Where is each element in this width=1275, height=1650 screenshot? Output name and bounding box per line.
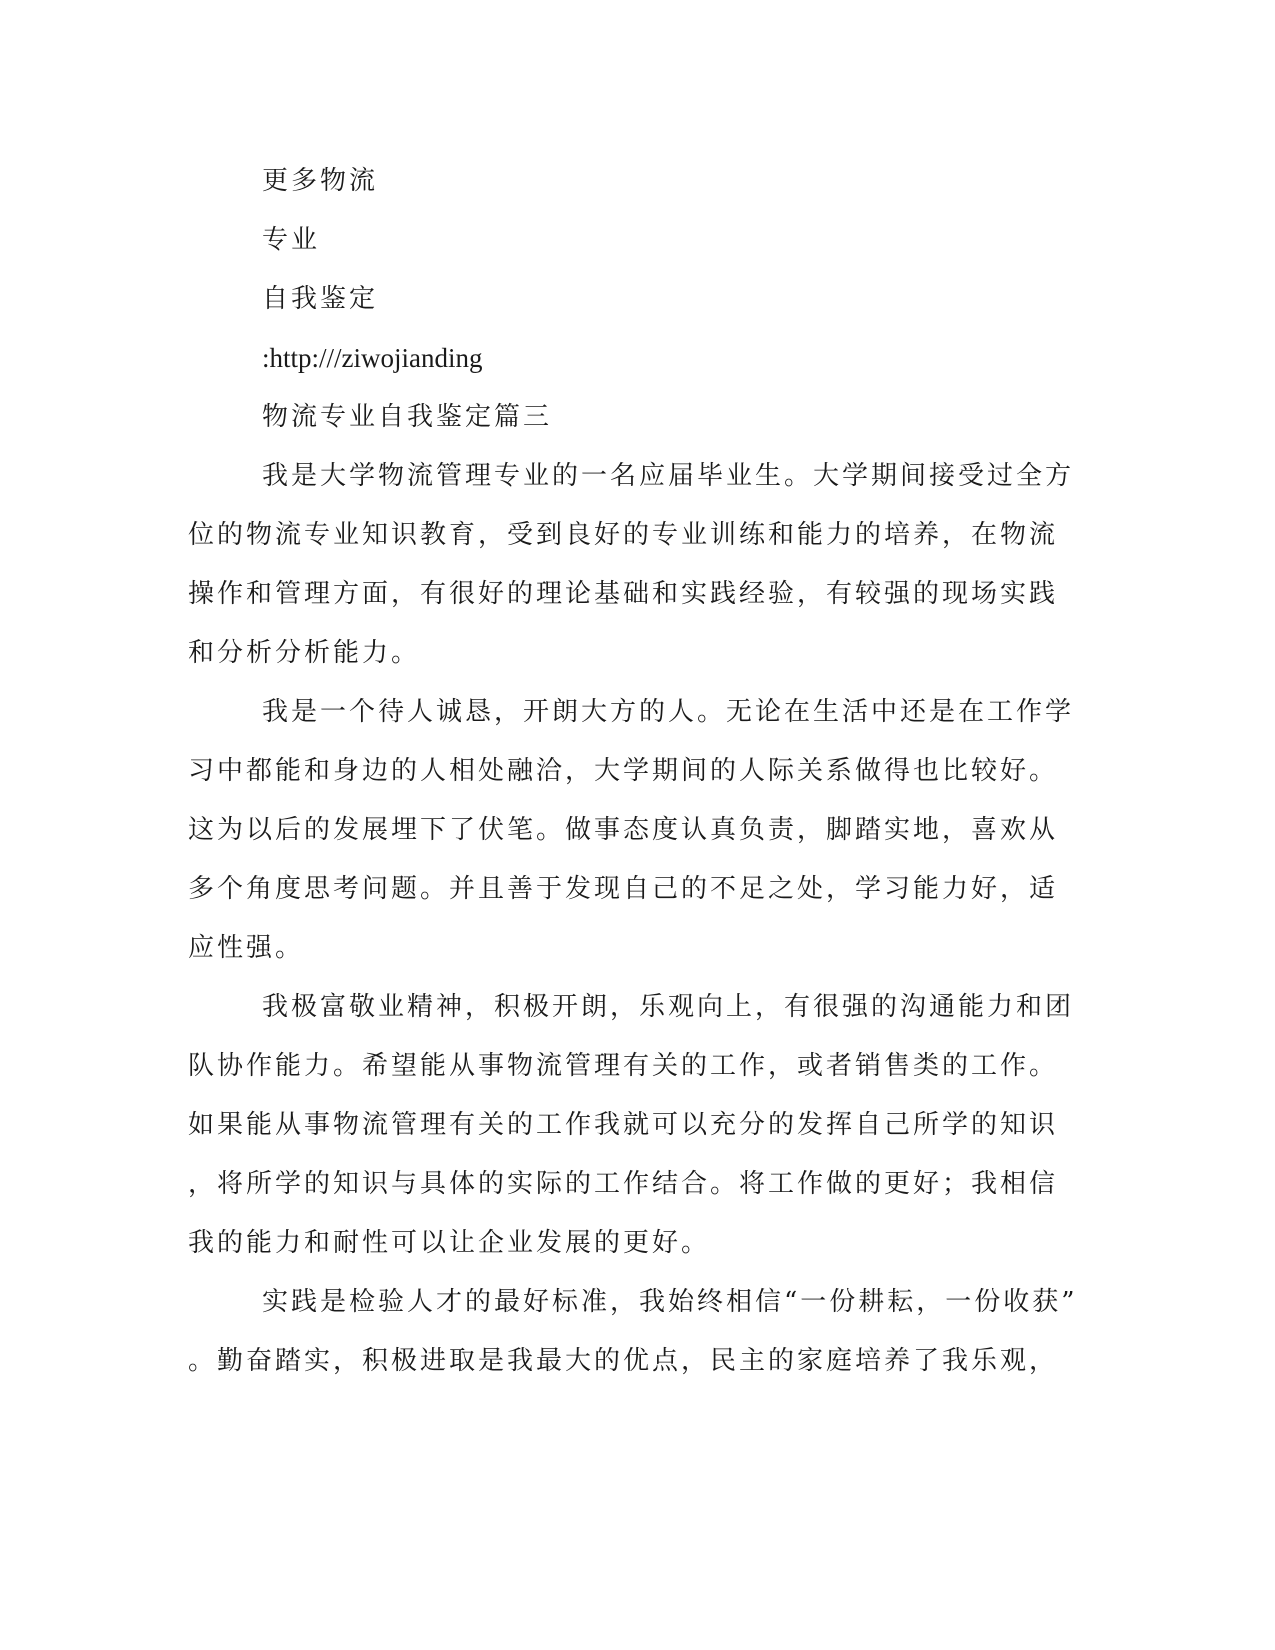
body-line: 我的能力和耐性可以让企业发展的更好。 [188,1228,711,1258]
body-line: 队协作能力。希望能从事物流管理有关的工作，或者销售类的工作。 [188,1051,1059,1081]
body-line: 多个角度思考问题。并且善于发现自己的不足之处，学习能力好，适 [188,874,1059,904]
section-title: 物流专业自我鉴定篇三 [262,402,553,432]
body-line: 习中都能和身边的人相处融洽，大学期间的人际关系做得也比较好。 [188,756,1059,786]
body-line: 我是一个待人诚恳，开朗大方的人。无论在生活中还是在工作学 [262,697,1075,727]
body-line: 实践是检验人才的最好标准，我始终相信“一份耕耘，一份收获” [262,1287,1078,1317]
body-line: 如果能从事物流管理有关的工作我就可以充分的发挥自己所学的知识 [188,1110,1059,1140]
body-line: 。勤奋踏实，积极进取是我最大的优点，民主的家庭培养了我乐观， [188,1346,1059,1376]
header-line-2: 专业 [262,225,321,255]
body-line: 我极富敬业精神，积极开朗，乐观向上，有很强的沟通能力和团 [262,992,1075,1022]
body-line: 我是大学物流管理专业的一名应届毕业生。大学期间接受过全方 [262,461,1075,491]
body-line: 操作和管理方面，有很好的理论基础和实践经验，有较强的现场实践 [188,579,1059,609]
header-line-1: 更多物流 [262,166,379,196]
header-line-3: 自我鉴定 [262,284,379,314]
body-line: ，将所学的知识与具体的实际的工作结合。将工作做的更好；我相信 [188,1169,1059,1199]
body-line: 应性强。 [188,933,305,963]
body-line: 这为以后的发展埋下了伏笔。做事态度认真负责，脚踏实地，喜欢从 [188,815,1059,845]
body-line: 和分析分析能力。 [188,638,421,668]
header-url-line: :http:///ziwojianding [262,343,483,373]
body-line: 位的物流专业知识教育，受到良好的专业训练和能力的培养，在物流 [188,520,1059,550]
